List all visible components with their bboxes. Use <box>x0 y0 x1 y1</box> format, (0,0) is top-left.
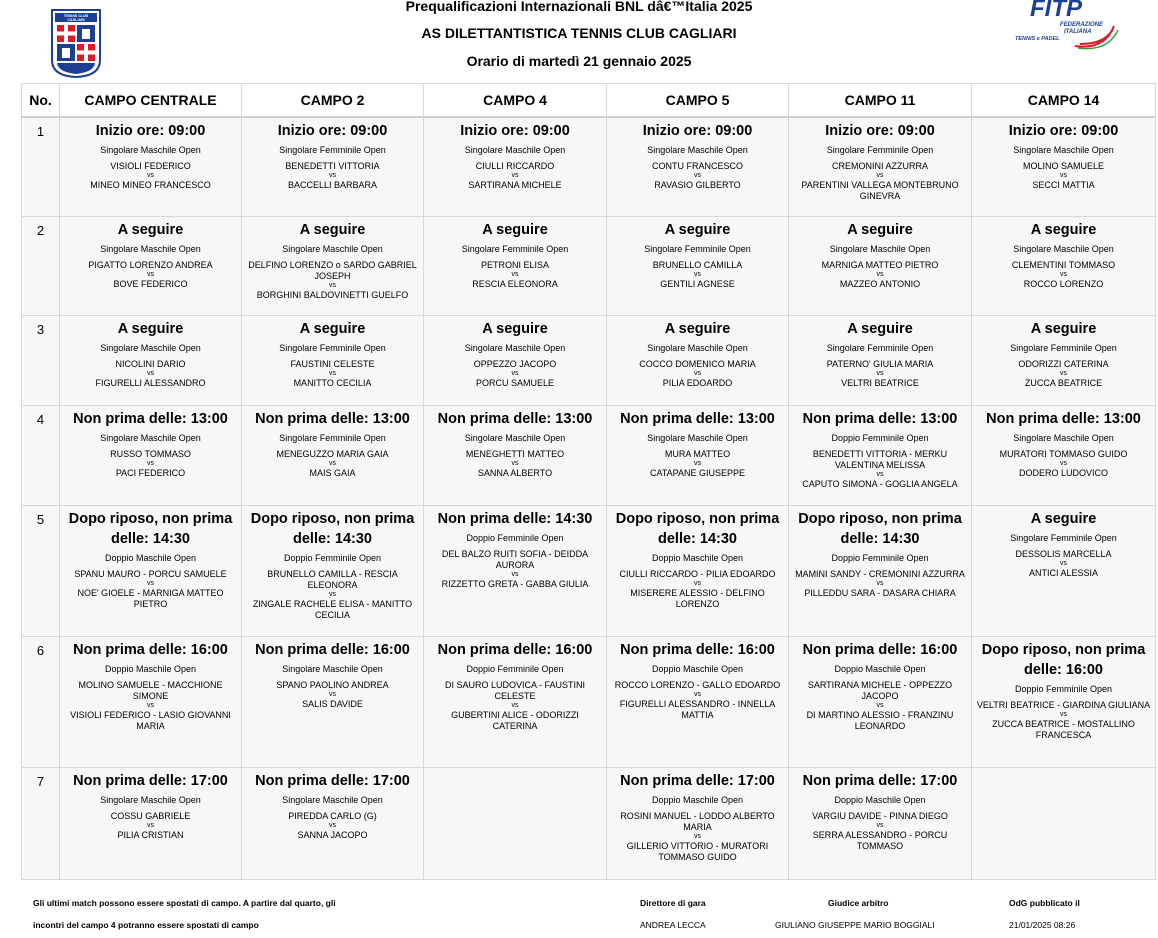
player-one: BENEDETTI VITTORIA <box>285 161 380 171</box>
match-start-time: A seguire <box>117 320 184 337</box>
versus-label: vs <box>511 172 519 179</box>
match-start-time: A seguire <box>482 221 548 238</box>
player-two: SANNA JACOPO <box>297 829 368 840</box>
match-start-time: Dopo riposo, non prima delle: 14:30 <box>68 510 233 547</box>
player-one: VARGIU DAVIDE - PINNA DIEGO <box>812 810 948 821</box>
player-one: COSSU GABRIELE <box>110 810 191 821</box>
match-cell <box>607 767 789 879</box>
player-one: DEL BALZO RUITI SOFIA - DEIDDA AURORA <box>441 548 589 570</box>
match-start-time: A seguire <box>299 320 366 337</box>
versus-label: vs <box>876 470 884 478</box>
match-category: Singolare Femminile Open <box>644 243 751 254</box>
match-category: Singolare Femminile Open <box>279 342 386 353</box>
player-one: BENEDETTI VITTORIA - MERKU VALENTINA MELISSA <box>812 448 948 470</box>
player-one: VELTRI BEATRICE - GIARDINA GIULIANA <box>976 699 1151 710</box>
match-cell <box>60 315 242 405</box>
match-cell <box>972 117 1156 216</box>
match-cell <box>424 767 607 879</box>
player-one: SPANO PAOLINO ANDREA <box>276 679 389 690</box>
published-value: 21/01/2025 08:26 <box>1009 920 1076 930</box>
match-cell <box>607 505 789 636</box>
player-one: MOLINO SAMUELE <box>1022 161 1105 171</box>
versus-label: vs <box>694 832 701 840</box>
match-category: Singolare Maschile Open <box>464 432 566 443</box>
referee-name: GIULIANO GIUSEPPE MARIO BOGGIALI <box>775 920 935 930</box>
fitp-logo <box>1010 0 1130 55</box>
match-cell <box>424 216 607 315</box>
match-category: Singolare Femminile Open <box>279 432 386 443</box>
match-start-time: Non prima delle: 16:00 <box>802 641 958 658</box>
player-two: SARTIRANA MICHELE <box>468 180 562 190</box>
match-category: Doppio Maschile Open <box>651 552 744 563</box>
versus-label: vs <box>329 172 336 179</box>
table-row <box>22 315 1156 405</box>
match-cell <box>60 636 242 767</box>
player-two: RAVASIO GILBERTO <box>654 180 741 190</box>
player-two: SERRA ALESSANDRO - PORCU TOMMASO <box>812 829 948 851</box>
match-cell <box>607 117 789 216</box>
versus-label: vs <box>876 172 884 179</box>
match-start-time: Non prima delle: 13:00 <box>255 410 410 427</box>
match-start-time: Non prima delle: 13:00 <box>986 410 1141 427</box>
match-category: Singolare Maschile Open <box>100 243 201 254</box>
match-start-time: A seguire <box>299 221 366 238</box>
versus-label: vs <box>1060 459 1067 467</box>
match-cell <box>972 315 1156 405</box>
table-row <box>22 216 1156 315</box>
player-one: CONTU FRANCESCO <box>651 161 743 171</box>
match-start-time: Non prima delle: 16:00 <box>437 641 593 658</box>
player-two: VISIOLI FEDERICO - LASIO GIOVANNI MARIA <box>70 709 231 731</box>
player-two: PILIA EDOARDO <box>662 377 733 388</box>
versus-label: vs <box>876 369 884 377</box>
player-two: PILIA CRISTIAN <box>117 829 184 840</box>
versus-label: vs <box>147 172 154 179</box>
match-cell <box>242 117 424 216</box>
player-two: FIGURELLI ALESSANDRO - INNELLA MATTIA <box>619 698 776 720</box>
match-category: Singolare Maschile Open <box>1013 243 1114 254</box>
player-two: RESCIA ELEONORA <box>472 278 558 289</box>
versus-label: vs <box>511 459 519 467</box>
player-two: PORCU SAMUELE <box>475 377 555 388</box>
player-two: CATAPANE GIUSEPPE <box>649 467 746 478</box>
versus-label: vs <box>876 821 884 829</box>
player-two: MINEO MINEO FRANCESCO <box>90 180 211 190</box>
match-start-time: A seguire <box>1030 221 1097 238</box>
match-cell <box>789 767 972 879</box>
match-cell <box>972 505 1156 636</box>
match-category: Doppio Femminile Open <box>466 532 564 543</box>
player-two: ZINGALE RACHELE ELISA - MANITTO CECILIA <box>252 598 413 620</box>
versus-label: vs <box>694 172 701 179</box>
player-two: NOE' GIOELE - MARNIGA MATTEO PIETRO <box>77 587 224 609</box>
match-category: Singolare Maschile Open <box>464 342 566 353</box>
table-row <box>22 767 1156 879</box>
row-number: 3 <box>22 315 60 405</box>
player-two: BACCELLI BARBARA <box>287 180 378 190</box>
player-one: MENEGUZZO MARIA GAIA <box>276 448 389 459</box>
table-row <box>22 117 1156 216</box>
schedule-date: Orario di martedì 21 gennaio 2025 <box>466 53 692 69</box>
match-cell <box>424 117 607 216</box>
match-category: Doppio Maschile Open <box>104 552 197 563</box>
player-one: PIREDDA CARLO (G) <box>288 810 377 821</box>
match-cell <box>607 315 789 405</box>
match-category: Singolare Femminile Open <box>461 243 569 254</box>
svg-text:CAGLIARI: CAGLIARI <box>67 18 85 22</box>
player-two: RIZZETTO GRETA - GABBA GIULIA <box>441 578 589 589</box>
row-number: 6 <box>22 636 60 767</box>
player-one: PATERNO' GIULIA MARIA <box>826 358 934 369</box>
versus-label: vs <box>876 270 884 278</box>
player-two: MAIS GAIA <box>309 467 356 478</box>
match-start-time: Non prima delle: 13:00 <box>802 410 958 427</box>
match-category: Singolare Femminile Open <box>279 145 386 155</box>
match-category: Singolare Maschile Open <box>100 432 201 443</box>
footer-note-line-1: Gli ultimi match possono essere spostati di campo. A partire dal quarto, gli <box>33 898 336 908</box>
match-cell <box>424 505 607 636</box>
match-cell <box>60 405 242 505</box>
match-start-time: Non prima delle: 16:00 <box>73 641 228 658</box>
match-start-time: Non prima delle: 16:00 <box>620 641 775 658</box>
row-number: 5 <box>22 505 60 636</box>
versus-label: vs <box>511 369 519 377</box>
player-one: MOLINO SAMUELE - MACCHIONE SIMONE <box>78 679 223 701</box>
player-one: ROCCO LORENZO - GALLO EDOARDO <box>614 679 781 690</box>
player-one: CIULLI RICCARDO - PILIA EDOARDO <box>619 568 776 579</box>
player-one: VISIOLI FEDERICO <box>110 161 191 171</box>
match-category: Singolare Femminile Open <box>1010 342 1117 353</box>
player-one: PETRONI ELISA <box>480 259 550 270</box>
match-category: Singolare Maschile Open <box>282 794 383 805</box>
row-number: 1 <box>22 117 60 216</box>
versus-label: vs <box>147 701 154 709</box>
match-start-time: Inizio ore: 09:00 <box>825 123 935 139</box>
match-start-time: A seguire <box>847 320 913 337</box>
match-category: Doppio Maschile Open <box>834 794 926 805</box>
match-cell <box>789 505 972 636</box>
match-cell <box>607 405 789 505</box>
match-category: Singolare Maschile Open <box>100 145 201 155</box>
versus-label: vs <box>329 459 336 467</box>
match-start-time: Inizio ore: 09:00 <box>1008 123 1119 139</box>
player-one: RUSSO TOMMASO <box>110 448 191 459</box>
versus-label: vs <box>147 459 154 467</box>
match-cell <box>424 636 607 767</box>
match-start-time: A seguire <box>482 320 548 337</box>
player-two: PACI FEDERICO <box>115 467 186 478</box>
player-one: PIGATTO LORENZO ANDREA <box>88 259 213 270</box>
match-start-time: Non prima delle: 13:00 <box>620 410 775 427</box>
match-category: Doppio Femminile Open <box>1014 683 1113 694</box>
versus-label: vs <box>1060 172 1067 179</box>
player-one: SARTIRANA MICHELE - OPPEZZO JACOPO <box>807 679 953 701</box>
schedule-body <box>22 117 1156 879</box>
match-category: Singolare Femminile Open <box>826 145 934 155</box>
match-category: Singolare Maschile Open <box>464 145 566 155</box>
match-category: Doppio Femminile Open <box>466 663 564 674</box>
player-one: DELFINO LORENZO o SARDO GABRIEL JOSEPH <box>248 259 417 281</box>
player-two: FIGURELLI ALESSANDRO <box>95 377 206 388</box>
player-two: GILLERIO VITTORIO - MURATORI TOMMASO GUIDO <box>626 840 769 862</box>
versus-label: vs <box>1060 710 1067 718</box>
player-two: MANITTO CECILIA <box>293 377 372 388</box>
match-category: Doppio Femminile Open <box>283 552 382 563</box>
table-row <box>22 505 1156 636</box>
svg-text:ITALIANA: ITALIANA <box>1064 29 1092 35</box>
match-category: Singolare Maschile Open <box>100 342 201 353</box>
player-two: VELTRI BEATRICE <box>841 377 919 388</box>
player-two: BORGHINI BALDOVINETTI GUELFO <box>256 289 409 300</box>
table-row <box>22 405 1156 505</box>
match-start-time: Non prima delle: 17:00 <box>255 772 410 789</box>
versus-label: vs <box>511 270 519 278</box>
match-start-time: A seguire <box>847 221 913 238</box>
match-cell <box>424 315 607 405</box>
player-one: FAUSTINI CELESTE <box>290 358 375 369</box>
match-cell <box>242 216 424 315</box>
match-start-time: Non prima delle: 17:00 <box>73 772 228 789</box>
player-one: ROSINI MANUEL - LODDO ALBERTO MARIA <box>620 810 775 832</box>
row-number: 2 <box>22 216 60 315</box>
player-one: BRUNELLO CAMILLA - RESCIA ELEONORA <box>267 568 398 590</box>
match-category: Singolare Maschile Open <box>647 145 748 155</box>
match-cell <box>242 767 424 879</box>
match-cell <box>789 216 972 315</box>
match-category: Singolare Maschile Open <box>647 342 748 353</box>
versus-label: vs <box>876 579 884 587</box>
column-header-number: No. <box>22 84 60 118</box>
svg-text:FEDERAZIONE: FEDERAZIONE <box>1060 22 1104 28</box>
player-one: MURATORI TOMMASO GUIDO <box>999 448 1128 459</box>
versus-label: vs <box>876 701 884 709</box>
match-start-time: Non prima delle: 17:00 <box>620 772 775 789</box>
match-cell <box>60 767 242 879</box>
versus-label: vs <box>329 690 336 698</box>
match-cell <box>242 636 424 767</box>
match-start-time: Dopo riposo, non prima delle: 14:30 <box>250 510 415 547</box>
match-start-time: A seguire <box>664 221 731 238</box>
match-category: Doppio Maschile Open <box>834 663 926 674</box>
player-one: MENEGHETTI MATTEO <box>465 448 565 459</box>
match-start-time: Non prima delle: 13:00 <box>437 410 593 427</box>
match-cell <box>972 767 1156 879</box>
player-two: DI MARTINO ALESSIO - FRANZINU LEONARDO <box>806 709 954 731</box>
player-two: MAZZEO ANTONIO <box>839 278 921 289</box>
player-one: DI SAURO LUDOVICA - FAUSTINI CELESTE <box>444 679 586 701</box>
match-start-time: Inizio ore: 09:00 <box>460 123 570 139</box>
player-two: SECCI MATTIA <box>1032 180 1095 190</box>
match-cell <box>607 216 789 315</box>
player-two: ANTICI ALESSIA <box>1028 567 1099 578</box>
player-one: MARNIGA MATTEO PIETRO <box>821 259 939 270</box>
match-start-time: A seguire <box>117 221 184 238</box>
versus-label: vs <box>329 821 336 829</box>
match-cell <box>789 636 972 767</box>
versus-label: vs <box>147 369 154 377</box>
player-two: SALIS DAVIDE <box>302 698 363 709</box>
svg-text:FITP: FITP <box>1030 0 1082 22</box>
player-one: CREMONINI AZZURRA <box>831 161 928 171</box>
player-one: DESSOLIS MARCELLA <box>1015 548 1112 559</box>
match-cell <box>972 216 1156 315</box>
page-footer <box>0 890 1158 938</box>
schedule-table <box>21 83 1156 880</box>
versus-label: vs <box>511 701 519 709</box>
match-category: Doppio Femminile Open <box>831 432 929 443</box>
director-name: ANDREA LECCA <box>640 920 706 930</box>
match-cell <box>424 405 607 505</box>
player-one: COCCO DOMENICO MARIA <box>639 358 756 369</box>
versus-label: vs <box>1060 369 1067 377</box>
player-two: CAPUTO SIMONA - GOGLIA ANGELA <box>802 478 958 489</box>
player-two: ROCCO LORENZO <box>1023 278 1104 289</box>
versus-label: vs <box>147 821 154 829</box>
versus-label: vs <box>694 369 701 377</box>
player-two: MISERERE ALESSIO - DELFINO LORENZO <box>630 587 765 609</box>
match-cell <box>972 405 1156 505</box>
player-one: MURA MATTEO <box>664 448 731 459</box>
match-category: Singolare Maschile Open <box>1013 145 1114 155</box>
match-start-time: Inizio ore: 09:00 <box>277 123 388 139</box>
match-category: Singolare Maschile Open <box>282 243 383 254</box>
match-category: Singolare Femminile Open <box>1010 532 1117 543</box>
match-category: Singolare Maschile Open <box>1013 432 1114 443</box>
match-category: Doppio Maschile Open <box>651 794 744 805</box>
player-two: SANNA ALBERTO <box>477 467 553 478</box>
player-two: PARENTINI VALLEGA MONTEBRUNO GINEVRA <box>801 180 959 201</box>
match-category: Doppio Maschile Open <box>651 663 744 674</box>
tournament-title: Prequalificazioni Internazionali BNL dâ€™Italia 2025 <box>405 0 753 14</box>
player-one: MAMINI SANDY - CREMONINI AZZURRA <box>795 568 965 579</box>
player-one: OPPEZZO JACOPO <box>473 358 557 369</box>
match-cell <box>242 505 424 636</box>
player-one: CIULLI RICCARDO <box>475 161 555 171</box>
versus-label: vs <box>694 579 701 587</box>
versus-label: vs <box>694 459 701 467</box>
player-two: GENTILI AGNESE <box>660 278 735 289</box>
match-category: Singolare Femminile Open <box>826 342 934 353</box>
versus-label: vs <box>511 570 519 578</box>
match-cell <box>60 117 242 216</box>
match-category: Doppio Femminile Open <box>831 552 929 563</box>
player-one: SPANU MAURO - PORCU SAMUELE <box>74 568 227 579</box>
player-one: ODORIZZI CATERINA <box>1018 358 1109 369</box>
player-two: DODERO LUDOVICO <box>1018 467 1108 478</box>
versus-label: vs <box>1060 270 1067 278</box>
versus-label: vs <box>694 690 701 698</box>
match-category: Singolare Maschile Open <box>829 243 931 254</box>
player-one: BRUNELLO CAMILLA <box>652 259 743 270</box>
versus-label: vs <box>329 369 336 377</box>
match-start-time: Non prima delle: 13:00 <box>73 410 228 427</box>
versus-label: vs <box>329 590 336 598</box>
match-start-time: A seguire <box>1030 510 1097 527</box>
column-header-court: CAMPO 5 <box>607 84 789 118</box>
player-two: ZUCCA BEATRICE - MOSTALLINO FRANCESCA <box>992 718 1135 740</box>
match-start-time: Non prima delle: 17:00 <box>802 772 958 789</box>
match-cell <box>60 216 242 315</box>
player-two: BOVE FEDERICO <box>113 278 188 289</box>
referee-label: Giudice arbitro <box>828 898 889 908</box>
club-name: AS DILETTANTISTICA TENNIS CLUB CAGLIARI <box>421 25 737 41</box>
row-number: 7 <box>22 767 60 879</box>
row-number: 4 <box>22 405 60 505</box>
match-cell <box>789 117 972 216</box>
versus-label: vs <box>329 281 336 289</box>
match-cell <box>607 636 789 767</box>
player-two: PILLEDDU SARA - DASARA CHIARA <box>804 587 956 598</box>
match-category: Singolare Maschile Open <box>100 794 201 805</box>
match-start-time: A seguire <box>664 320 731 337</box>
match-start-time: Inizio ore: 09:00 <box>95 123 206 139</box>
column-header-court: CAMPO 4 <box>424 84 607 118</box>
match-start-time: Dopo riposo, non prima delle: 14:30 <box>615 510 780 547</box>
match-cell <box>60 505 242 636</box>
match-category: Singolare Maschile Open <box>647 432 748 443</box>
svg-text:TENNIS CLUB: TENNIS CLUB <box>63 14 89 19</box>
svg-text:TENNIS e PADEL: TENNIS e PADEL <box>1015 36 1060 42</box>
match-start-time: Non prima delle: 16:00 <box>255 641 410 658</box>
versus-label: vs <box>694 270 701 278</box>
column-header-court: CAMPO 11 <box>789 84 972 118</box>
match-start-time: A seguire <box>1030 320 1097 337</box>
match-start-time: Dopo riposo, non prima delle: 16:00 <box>981 641 1146 678</box>
column-header-court: CAMPO CENTRALE <box>60 84 242 118</box>
header-row <box>22 84 1156 118</box>
page-header <box>0 0 1158 80</box>
player-two: GUBERTINI ALICE - ODORIZZI CATERINA <box>451 709 579 731</box>
column-header-court: CAMPO 14 <box>972 84 1156 118</box>
versus-label: vs <box>1060 559 1067 567</box>
table-row <box>22 636 1156 767</box>
match-cell <box>972 636 1156 767</box>
player-one: NICOLINI DARIO <box>115 358 186 369</box>
match-category: Doppio Maschile Open <box>104 663 197 674</box>
versus-label: vs <box>147 579 154 587</box>
footer-note-line-2: incontri del campo 4 potranno essere spostati di campo <box>33 920 259 930</box>
player-two: ZUCCA BEATRICE <box>1024 377 1103 388</box>
column-header-court: CAMPO 2 <box>242 84 424 118</box>
published-label: OdG pubblicato il <box>1009 898 1080 908</box>
player-one: CLEMENTINI TOMMASO <box>1011 259 1116 270</box>
match-start-time: Inizio ore: 09:00 <box>642 123 753 139</box>
match-start-time: Dopo riposo, non prima delle: 14:30 <box>798 510 962 547</box>
match-category: Singolare Maschile Open <box>282 663 383 674</box>
match-cell <box>789 315 972 405</box>
versus-label: vs <box>147 270 154 278</box>
match-start-time: Non prima delle: 14:30 <box>437 510 593 527</box>
match-cell <box>789 405 972 505</box>
director-label: Direttore di gara <box>640 898 706 908</box>
match-cell <box>242 315 424 405</box>
match-cell <box>242 405 424 505</box>
